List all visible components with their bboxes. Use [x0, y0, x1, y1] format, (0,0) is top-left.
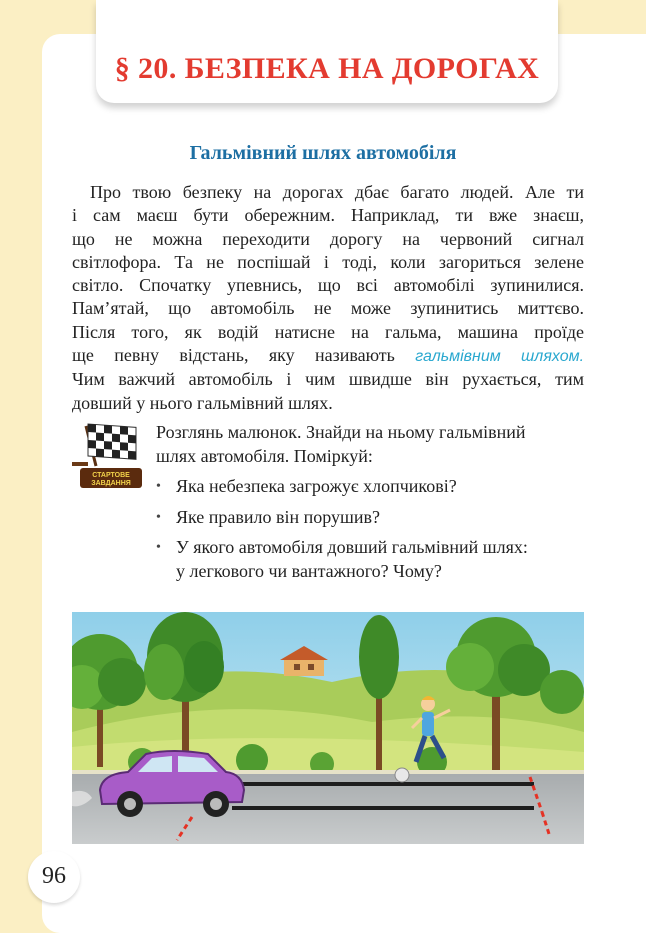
section-subtitle: Гальмівний шлях автомобіля [189, 142, 457, 164]
bullet-icon: • [156, 540, 161, 555]
paragraph-line: Чим важчий автомобіль і чим швидше він рухається, тим [72, 369, 584, 390]
road-illustration [72, 612, 584, 844]
page-number: 96 [42, 863, 66, 889]
task-intro-line: шлях автомобіля. Поміркуй: [156, 445, 373, 466]
chapter-title: § 20. БЕЗПЕКА НА ДОРОГАХ [114, 52, 540, 85]
paragraph-line: світло. Спочатку упевнись, що всі автомобілі зупинилися. [72, 275, 584, 296]
list-item: • Яке правило він порушив? [156, 506, 586, 530]
ball-icon [395, 768, 409, 782]
body-paragraph [72, 181, 584, 415]
page-number-badge [28, 851, 80, 903]
list-item: • У якого автомобіля довший гальмівний шлях: у легкового чи вантажного? Чому? [156, 537, 528, 581]
paragraph-line-with-term [72, 344, 584, 368]
key-term: гальмівним шляхом. [415, 348, 585, 366]
paragraph-line: Пам’ятай, що автомобіль не може зупинитись миттєво. [72, 298, 584, 319]
starting-task-icon [72, 422, 144, 490]
paragraph-line: що не можна переходити дорогу на червоний сигнал [72, 228, 584, 249]
paragraph-line: Після того, як водій натисне на гальма, машина проїде [72, 321, 584, 342]
list-item: • Яка небезпека загрожує хлопчикові? [156, 475, 586, 499]
chapter-header [96, 0, 558, 103]
paragraph-line: і сам маєш бути обережним. Наприклад, ти вже знаєш, [72, 205, 584, 226]
task-intro-line: Розглянь малюнок. Знайди на ньому гальмівний [156, 422, 526, 442]
bullet-icon: • [156, 509, 161, 525]
icon-label-bottom: ЗАВДАННЯ [91, 480, 131, 487]
task-intro [156, 421, 586, 468]
icon-label-top: СТАРТОВЕ [92, 472, 130, 479]
task-questions [156, 475, 586, 590]
bullet-icon: • [156, 479, 161, 494]
paragraph-line: Про твою безпеку на дорогах дбає багато людей. Але ти [90, 182, 584, 202]
paragraph-line: довший у нього гальмівний шлях. [72, 392, 333, 413]
paragraph-line: ще певну відстань, яку називають [72, 345, 395, 366]
paragraph-line: світлофора. Та не поспішай і тоді, коли загориться зелене [72, 251, 584, 272]
